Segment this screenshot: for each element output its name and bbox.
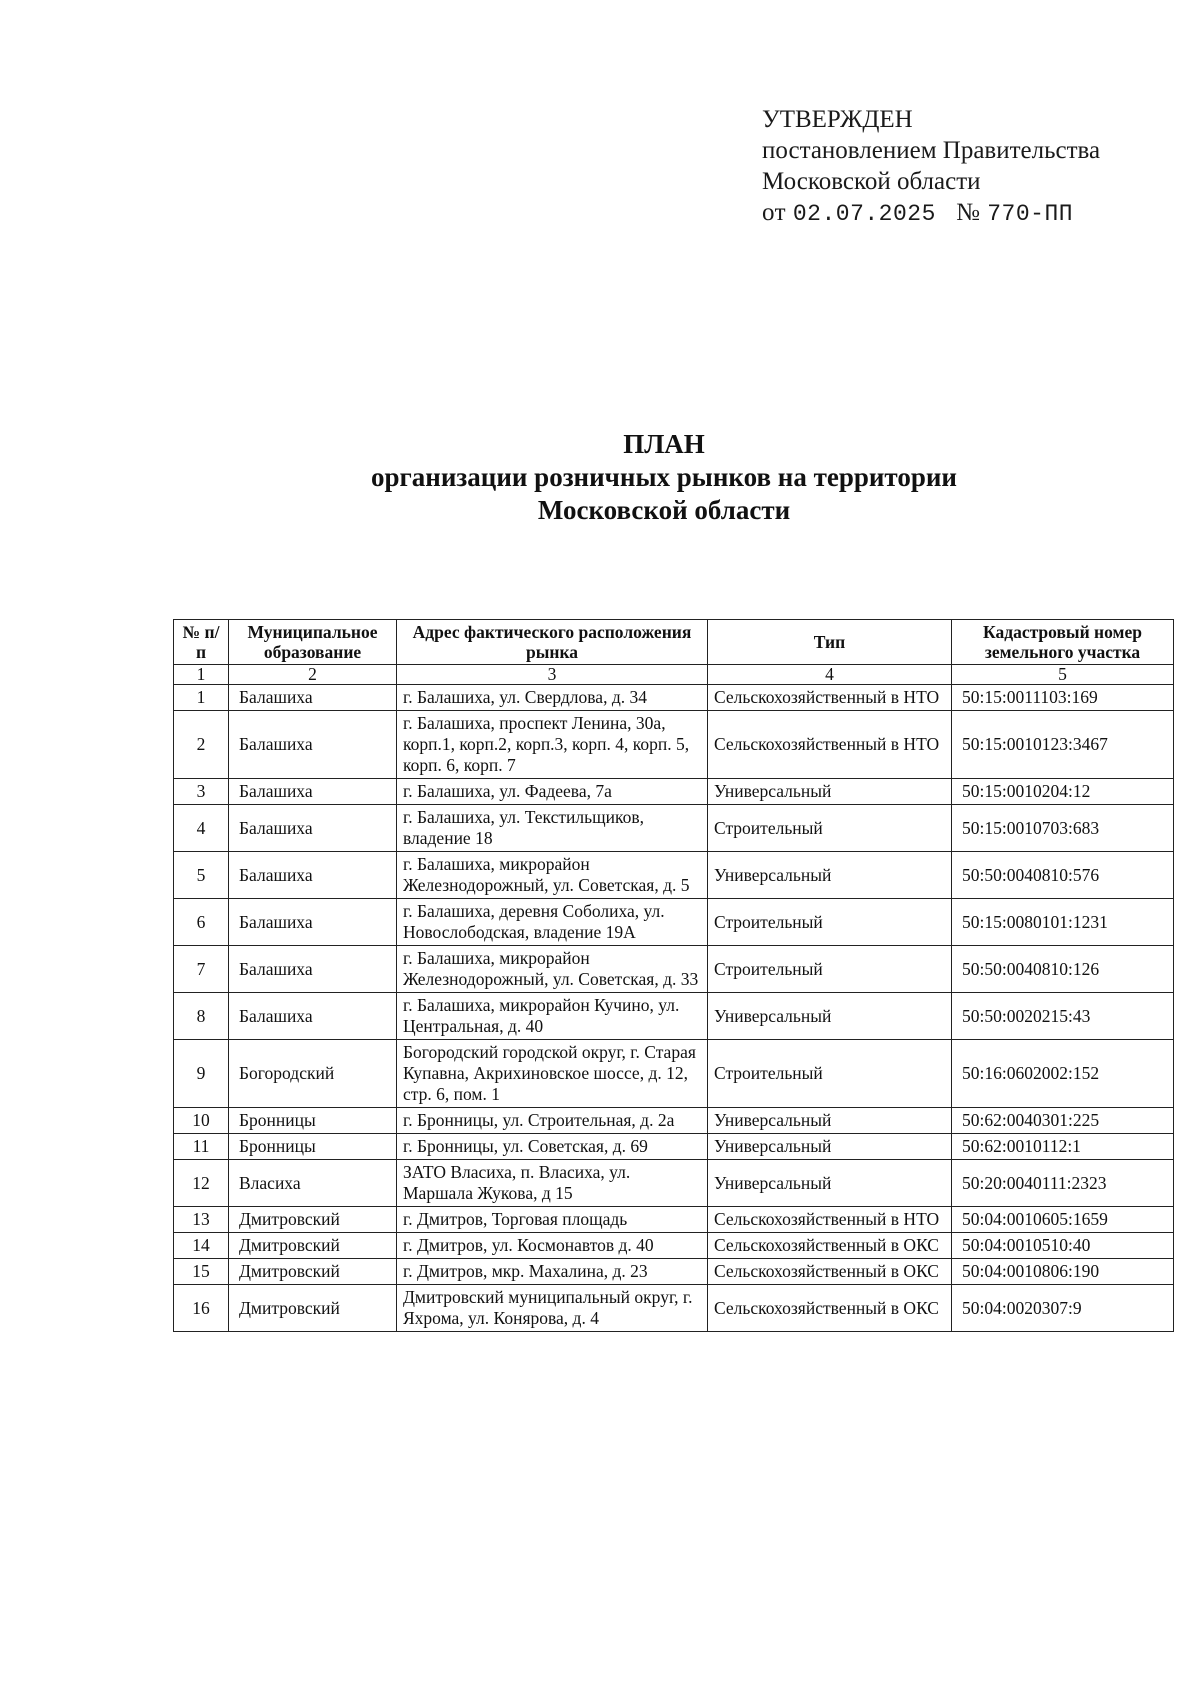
table-row (174, 805, 1174, 852)
row-cadastre: 50:50:0020215:43 (952, 993, 1174, 1040)
row-address: г. Бронницы, ул. Советская, д. 69 (397, 1134, 708, 1160)
approval-date-line (762, 197, 1100, 230)
row-number: 10 (174, 1108, 229, 1134)
table-row (174, 779, 1174, 805)
row-municipality: Балашиха (229, 711, 397, 779)
row-address: г. Дмитров, мкр. Махалина, д. 23 (397, 1259, 708, 1285)
row-municipality: Бронницы (229, 1108, 397, 1134)
header-cadastre: Кадастровый номер земельного участка (952, 620, 1174, 665)
row-municipality: Балашиха (229, 946, 397, 993)
table-header-row (174, 620, 1174, 665)
row-address: г. Балашиха, деревня Соболиха, ул. Новослободская, владение 19А (397, 899, 708, 946)
row-number: 3 (174, 779, 229, 805)
row-number: 14 (174, 1233, 229, 1259)
row-municipality: Балашиха (229, 852, 397, 899)
row-cadastre: 50:04:0010806:190 (952, 1259, 1174, 1285)
row-cadastre: 50:15:0010123:3467 (952, 711, 1174, 779)
row-address: г. Балашиха, ул. Свердлова, д. 34 (397, 685, 708, 711)
row-address: Богородский городской округ, г. Старая Купавна, Акрихиновское шоссе, д. 12, стр. 6, пом. 1 (397, 1040, 708, 1108)
table-row (174, 899, 1174, 946)
row-type: Строительный (708, 805, 952, 852)
row-number: 6 (174, 899, 229, 946)
row-type: Универсальный (708, 779, 952, 805)
header-municipality: Муниципальное образование (229, 620, 397, 665)
row-type: Универсальный (708, 993, 952, 1040)
row-municipality: Бронницы (229, 1134, 397, 1160)
row-cadastre: 50:50:0040810:126 (952, 946, 1174, 993)
table-row (174, 711, 1174, 779)
row-municipality: Балашиха (229, 805, 397, 852)
approval-line-region: Московской области (762, 168, 981, 195)
table-row (174, 1134, 1174, 1160)
row-address: г. Балашиха, микрорайон Кучино, ул. Центральная, д. 40 (397, 993, 708, 1040)
approval-date-prefix: от (762, 199, 787, 226)
row-municipality: Дмитровский (229, 1207, 397, 1233)
row-number: 1 (174, 685, 229, 711)
table-row (174, 1207, 1174, 1233)
row-address: г. Балашиха, проспект Ленина, 30а, корп.1, корп.2, корп.3, корп. 4, корп. 5, корп. 6, корп. 7 (397, 711, 708, 779)
column-number: 1 (174, 665, 229, 685)
row-municipality: Богородский (229, 1040, 397, 1108)
approval-date: 02.07.2025 (792, 201, 936, 227)
row-address: ЗАТО Власиха, п. Власиха, ул. Маршала Жукова, д 15 (397, 1160, 708, 1207)
row-type: Универсальный (708, 1160, 952, 1207)
row-number: 5 (174, 852, 229, 899)
row-number: 16 (174, 1285, 229, 1332)
approval-block (762, 104, 1100, 230)
header-type: Тип (708, 620, 952, 665)
row-type: Строительный (708, 899, 952, 946)
row-number: 7 (174, 946, 229, 993)
row-number: 11 (174, 1134, 229, 1160)
row-cadastre: 50:15:0010204:12 (952, 779, 1174, 805)
row-type: Сельскохозяйственный в ОКС (708, 1285, 952, 1332)
row-address: г. Дмитров, Торговая площадь (397, 1207, 708, 1233)
row-municipality: Дмитровский (229, 1259, 397, 1285)
row-type: Строительный (708, 946, 952, 993)
row-type: Сельскохозяйственный в НТО (708, 711, 952, 779)
title-line-subject: организации розничных рынков на территории (371, 462, 957, 492)
row-number: 8 (174, 993, 229, 1040)
table-row (174, 993, 1174, 1040)
row-cadastre: 50:16:0602002:152 (952, 1040, 1174, 1108)
row-address: г. Дмитров, ул. Космонавтов д. 40 (397, 1233, 708, 1259)
header-number: № п/п (174, 620, 229, 665)
title-line-region: Московской области (537, 495, 791, 525)
column-number: 2 (229, 665, 397, 685)
table-row (174, 946, 1174, 993)
row-type: Универсальный (708, 1134, 952, 1160)
column-numbers-row (174, 665, 1174, 685)
row-municipality: Дмитровский (229, 1233, 397, 1259)
row-type: Строительный (708, 1040, 952, 1108)
markets-table (173, 619, 1174, 1332)
table-row (174, 1160, 1174, 1207)
row-municipality: Власиха (229, 1160, 397, 1207)
row-type: Сельскохозяйственный в ОКС (708, 1233, 952, 1259)
row-address: Дмитровский муниципальный округ, г. Яхрома, ул. Конярова, д. 4 (397, 1285, 708, 1332)
row-municipality: Балашиха (229, 685, 397, 711)
table-row (174, 1233, 1174, 1259)
row-municipality: Дмитровский (229, 1285, 397, 1332)
row-type: Сельскохозяйственный в НТО (708, 685, 952, 711)
row-address: г. Балашиха, микрорайон Железнодорожный, ул. Советская, д. 5 (397, 852, 708, 899)
row-number: 12 (174, 1160, 229, 1207)
row-number: 4 (174, 805, 229, 852)
table-body (174, 685, 1174, 1332)
row-number: 15 (174, 1259, 229, 1285)
row-number: 9 (174, 1040, 229, 1108)
row-number: 2 (174, 711, 229, 779)
column-number: 5 (952, 665, 1174, 685)
row-address: г. Балашиха, ул. Фадеева, 7а (397, 779, 708, 805)
table-row (174, 685, 1174, 711)
document-title (0, 428, 1200, 527)
table-row (174, 1285, 1174, 1332)
column-number: 3 (397, 665, 708, 685)
row-type: Универсальный (708, 852, 952, 899)
row-municipality: Балашиха (229, 993, 397, 1040)
row-number: 13 (174, 1207, 229, 1233)
row-cadastre: 50:04:0020307:9 (952, 1285, 1174, 1332)
column-number: 4 (708, 665, 952, 685)
row-type: Сельскохозяйственный в ОКС (708, 1259, 952, 1285)
row-type: Универсальный (708, 1108, 952, 1134)
row-municipality: Балашиха (229, 899, 397, 946)
row-cadastre: 50:04:0010510:40 (952, 1233, 1174, 1259)
approval-number: 770-ПП (987, 201, 1074, 227)
table-row (174, 1108, 1174, 1134)
row-address: г. Балашиха, ул. Текстильщиков, владение 18 (397, 805, 708, 852)
row-cadastre: 50:04:0010605:1659 (952, 1207, 1174, 1233)
row-cadastre: 50:62:0010112:1 (952, 1134, 1174, 1160)
table-row (174, 1259, 1174, 1285)
table-row (174, 1040, 1174, 1108)
header-address: Адрес фактического расположения рынка (397, 620, 708, 665)
row-cadastre: 50:15:0011103:169 (952, 685, 1174, 711)
approval-line-approved: УТВЕРЖДЕН (762, 106, 913, 133)
row-cadastre: 50:15:0080101:1231 (952, 899, 1174, 946)
row-type: Сельскохозяйственный в НТО (708, 1207, 952, 1233)
row-address: г. Бронницы, ул. Строительная, д. 2а (397, 1108, 708, 1134)
title-line-plan: ПЛАН (623, 429, 705, 459)
row-cadastre: 50:50:0040810:576 (952, 852, 1174, 899)
approval-line-resolution: постановлением Правительства (762, 137, 1101, 164)
row-address: г. Балашиха, микрорайон Железнодорожный, ул. Советская, д. 33 (397, 946, 708, 993)
row-cadastre: 50:15:0010703:683 (952, 805, 1174, 852)
row-cadastre: 50:20:0040111:2323 (952, 1160, 1174, 1207)
approval-number-prefix: № (956, 199, 981, 226)
row-cadastre: 50:62:0040301:225 (952, 1108, 1174, 1134)
table-row (174, 852, 1174, 899)
row-municipality: Балашиха (229, 779, 397, 805)
